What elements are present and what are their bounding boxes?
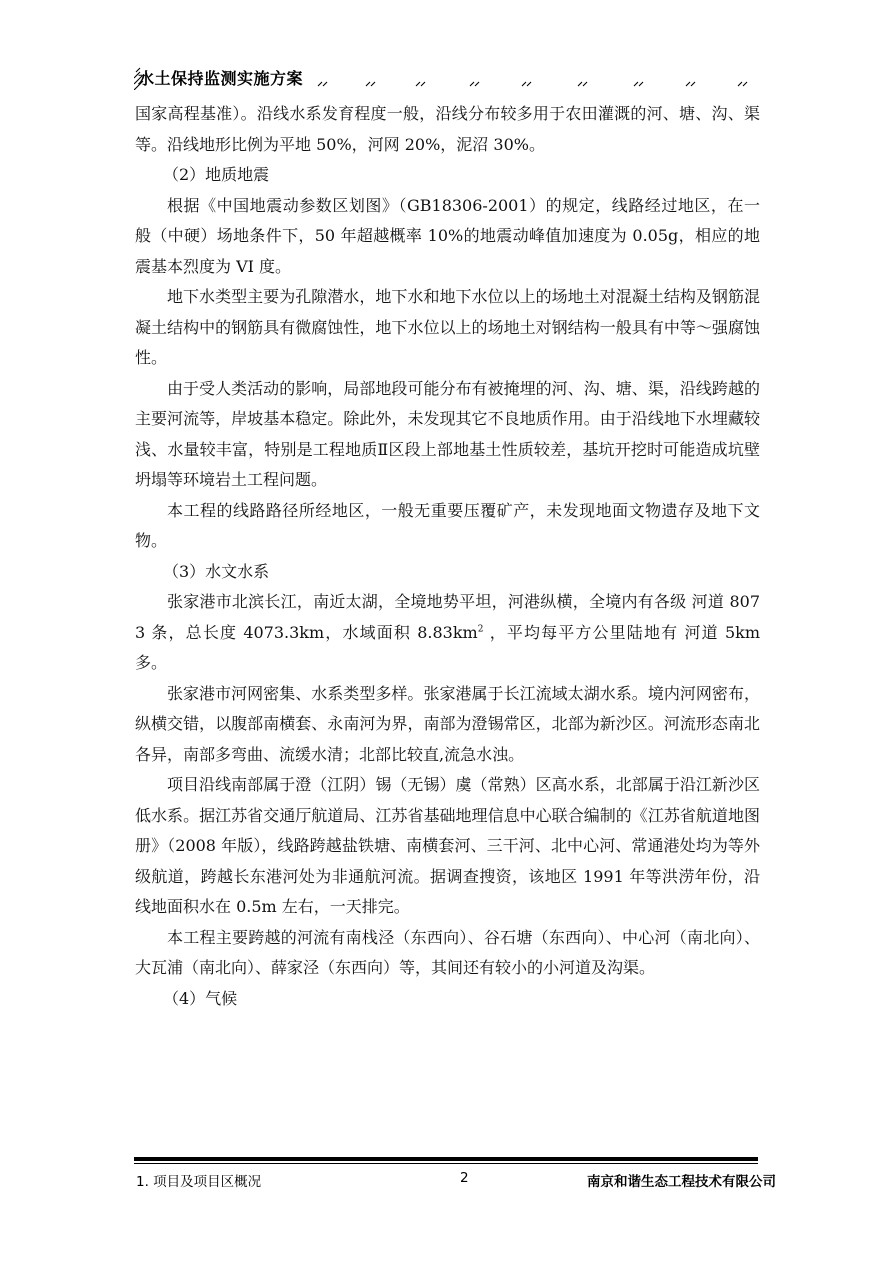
page-footer [136,1170,776,1190]
paragraph: 本工程主要跨越的河流有南栈泾（东西向）、谷石塘（东西向）、中心河（南北向）、大瓦浦（南北向）、薛家泾（东西向）等，其间还有较小的小河道及沟渠。 [135,927,760,977]
superscript: 2 [477,624,484,635]
paragraph: 国家高程基准）。沿线水系发育程度一般，沿线分布较多用于农田灌溉的河、塘、沟、渠等。沿线地形比例为平地 50%，河网 20%，泥沼 30%。 [135,104,760,154]
document-title: 水土保持监测实施方案 [138,69,304,88]
paragraph: 地下水类型主要为孔隙潜水，地下水和地下水位以上的场地土对混凝土结构及钢筋混凝土结构中的钢筋具有微腐蚀性，地下水位以上的场地土对钢结构一般具有中等～强腐蚀性。 [135,287,760,367]
page-number: 2 [460,1170,469,1186]
section-heading-hydrology: （3）水文水系 [163,561,270,581]
paragraph-with-superscript [135,587,760,679]
footer-rule-thick [134,1157,758,1161]
footer-chapter: 1. 项目及项目区概况 [136,1174,262,1190]
text-run: ，平均每平方公里陆地有 河道 5km 多。 [135,622,760,672]
section-heading-geology: （2）地质地震 [163,165,270,184]
footer-rule-thin [134,1163,758,1164]
page-header [134,64,758,90]
document-body [135,99,760,1014]
paragraph: 根据《中国地震动参数区划图》（GB18306-2001）的规定，线路经过地区，在一般（中硬）场地条件下，50 年超越概率 10%的地震动峰值加速度为 0.05g，相应的地震基本烈度为 VI 度。 [135,195,760,276]
paragraph: 由于受人类活动的影响，局部地段可能分布有被掩埋的河、沟、塘、渠，沿线跨越的主要河流等，岸坡基本稳定。除此外，未发现其它不良地质作用。由于沿线地下水埋藏较浅、水量较丰富，特别是工程地质Ⅱ区段上部地基土性质较差，基坑开挖时可能造成坑壁坍塌等环境岩土工程问题。 [135,378,760,489]
paragraph: 张家港市河网密集、水系类型多样。张家港属于长江流域太湖水系。境内河网密布，纵横交错，以腹部南横套、永南河为界，南部为澄锡常区，北部为新沙区。河流形态南北各异，南部多弯曲、流缓水清；北部比较直,流急水浊。 [135,683,760,764]
paragraph: 本工程的线路路径所经地区，一般无重要压覆矿产，未发现地面文物遗存及地下文物。 [135,500,760,550]
text-run: 张家港市北滨长江，南近太湖，全境地势平坦，河港纵横，全境内有各级 河道 8073 条，总长度 4073.3km，水域面积 8.83km [135,592,760,642]
section-heading-climate: （4）气候 [163,988,238,1008]
paragraph: 项目沿线南部属于澄（江阴）锡（无锡）虞（常熟）区高水系，北部属于沿江新沙区低水系。据江苏省交通厅航道局、江苏省基础地理信息中心联合编制的《江苏省航道地图册》（2008 年版），线路跨越盐铁塘、南横套河、三干河、北中心河、常通港处均为等外级航道，跨越长东港河处为非通航河流。据调查搜资，该地区 1991 年等洪涝年份，沿线地面积水在 0.5m 左右，一天排完。 [135,775,760,916]
footer-company: 南京和谐生态工程技术有限公司 [587,1174,776,1190]
